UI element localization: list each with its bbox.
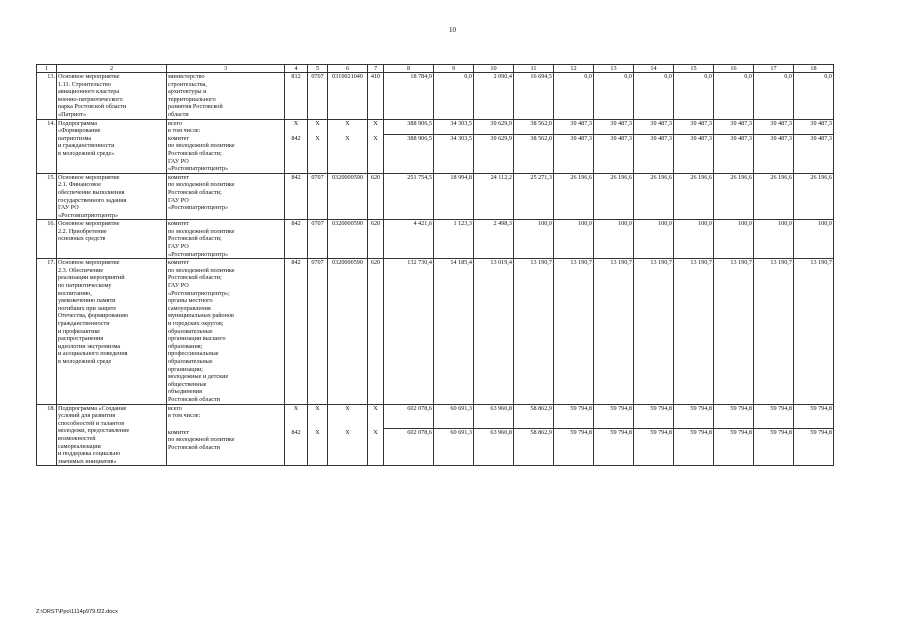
program-name: Основное мероприятие 2.2. Приобретение основных средств <box>57 220 167 259</box>
amount-cell: 13 190,7 <box>794 259 834 404</box>
amount-cell: 39 487,3 <box>754 119 794 135</box>
amount-cell: 59 794,8 <box>794 404 834 429</box>
column-header-3: 3 <box>167 65 285 73</box>
budget-code: 0707 <box>308 73 328 120</box>
responsible-executor: всего в том числе: <box>167 119 285 135</box>
amount-cell: 39 487,3 <box>594 119 634 135</box>
amount-cell: 59 794,8 <box>794 429 834 466</box>
amount-cell: 39 487,3 <box>714 135 754 173</box>
amount-cell: 39 629,9 <box>474 135 514 173</box>
amount-cell: 18 784,9 <box>384 73 434 120</box>
budget-code: 812 <box>285 73 308 120</box>
column-header-10: 10 <box>474 65 514 73</box>
column-header-9: 9 <box>434 65 474 73</box>
budget-code: 0320000590 <box>328 173 368 220</box>
amount-cell: 100,0 <box>674 220 714 259</box>
row-number: 15. <box>37 173 57 220</box>
budget-code: 620 <box>368 173 384 220</box>
amount-cell: 58 862,9 <box>514 429 554 466</box>
budget-code: X <box>308 119 328 135</box>
table-row <box>37 404 834 429</box>
program-name: Подпрограмма «Создание условий для развития способностей и талантов молодежи, предоставление возможностей самореализации и поддержка социально значимых инициатив» <box>57 404 167 466</box>
amount-cell: 24 112,2 <box>474 173 514 220</box>
amount-cell: 39 487,3 <box>634 135 674 173</box>
row-number: 16. <box>37 220 57 259</box>
amount-cell: 0,0 <box>634 73 674 120</box>
amount-cell: 26 196,6 <box>634 173 674 220</box>
amount-cell: 63 960,8 <box>474 429 514 466</box>
amount-cell: 60 691,3 <box>434 404 474 429</box>
table-body <box>37 73 834 466</box>
amount-cell: 39 487,3 <box>594 135 634 173</box>
amount-cell: 100,0 <box>594 220 634 259</box>
amount-cell: 100,0 <box>514 220 554 259</box>
budget-code: 0707 <box>308 173 328 220</box>
amount-cell: 26 196,6 <box>714 173 754 220</box>
responsible-executor: комитет по молодежной политике Ростовской области; ГАУ РО «Ростовпатриотцентр» <box>167 220 285 259</box>
amount-cell: 13 190,7 <box>634 259 674 404</box>
budget-code: 0707 <box>308 220 328 259</box>
table-header-row <box>37 65 834 73</box>
budget-code: X <box>328 135 368 173</box>
column-header-16: 16 <box>714 65 754 73</box>
responsible-executor: комитет по молодежной политике Ростовской области; ГАУ РО «Ростовпатриотцентр» <box>167 135 285 173</box>
amount-cell: 26 196,6 <box>594 173 634 220</box>
budget-code: 0310021040 <box>328 73 368 120</box>
budget-code: X <box>308 404 328 429</box>
amount-cell: 0,0 <box>714 73 754 120</box>
budget-code: 842 <box>285 135 308 173</box>
amount-cell: 100,0 <box>634 220 674 259</box>
amount-cell: 14 185,4 <box>434 259 474 404</box>
column-header-11: 11 <box>514 65 554 73</box>
budget-code: 842 <box>285 259 308 404</box>
budget-code: 842 <box>285 220 308 259</box>
amount-cell: 39 487,3 <box>674 135 714 173</box>
amount-cell: 2 498,3 <box>474 220 514 259</box>
budget-code: X <box>368 429 384 466</box>
amount-cell: 1 123,3 <box>434 220 474 259</box>
responsible-executor: комитет по молодежной политике Ростовской области; ГАУ РО «Ростовпатриотцентр» <box>167 173 285 220</box>
budget-code: X <box>328 404 368 429</box>
amount-cell: 0,0 <box>754 73 794 120</box>
row-number: 13. <box>37 73 57 120</box>
amount-cell: 39 487,3 <box>554 135 594 173</box>
amount-cell: 39 487,3 <box>674 119 714 135</box>
amount-cell: 4 421,6 <box>384 220 434 259</box>
amount-cell: 251 754,5 <box>384 173 434 220</box>
amount-cell: 59 794,8 <box>554 429 594 466</box>
program-name: Основное мероприятие 2.1. Финансовое обеспечение выполнения государственного задания ГАУ РО «Ростовпатриотцентр» <box>57 173 167 220</box>
amount-cell: 100,0 <box>754 220 794 259</box>
amount-cell: 59 794,8 <box>674 404 714 429</box>
program-name: Основное мероприятие 1.11. Строительство авиационного кластера военно-патриотического парка Ростовской области «Патриот» <box>57 73 167 120</box>
page-number: 10 <box>449 26 456 34</box>
amount-cell: 34 303,5 <box>434 135 474 173</box>
budget-code: X <box>368 135 384 173</box>
amount-cell: 63 960,8 <box>474 404 514 429</box>
amount-cell: 2 090,4 <box>474 73 514 120</box>
amount-cell: 59 794,8 <box>754 404 794 429</box>
amount-cell: 100,0 <box>794 220 834 259</box>
amount-cell: 26 196,6 <box>754 173 794 220</box>
amount-cell: 38 562,0 <box>514 119 554 135</box>
amount-cell: 59 794,8 <box>634 404 674 429</box>
responsible-executor: комитет по молодежной политике Ростовской области; ГАУ РО «Ростовпатриотцентр»; органы местного самоуправления муниципальных районов и городских округов; образовательные организации высшего образования; профессиональные образовательные организации; молодежные и детские общественные объединения Ростовской области <box>167 259 285 404</box>
amount-cell: 13 190,7 <box>674 259 714 404</box>
amount-cell: 39 487,3 <box>714 119 754 135</box>
amount-cell: 26 196,6 <box>554 173 594 220</box>
column-header-1: 1 <box>37 65 57 73</box>
amount-cell: 16 694,5 <box>514 73 554 120</box>
amount-cell: 39 629,9 <box>474 119 514 135</box>
column-header-7: 7 <box>368 65 384 73</box>
amount-cell: 13 190,7 <box>714 259 754 404</box>
column-header-2: 2 <box>57 65 167 73</box>
column-header-4: 4 <box>285 65 308 73</box>
amount-cell: 13 190,7 <box>514 259 554 404</box>
amount-cell: 100,0 <box>714 220 754 259</box>
amount-cell: 39 487,3 <box>754 135 794 173</box>
amount-cell: 39 487,3 <box>554 119 594 135</box>
amount-cell: 26 196,6 <box>794 173 834 220</box>
amount-cell: 0,0 <box>674 73 714 120</box>
budget-code: 842 <box>285 429 308 466</box>
column-header-12: 12 <box>554 65 594 73</box>
budget-code: X <box>328 119 368 135</box>
amount-cell: 13 019,4 <box>474 259 514 404</box>
amount-cell: 34 303,5 <box>434 119 474 135</box>
amount-cell: 13 190,7 <box>554 259 594 404</box>
column-header-14: 14 <box>634 65 674 73</box>
amount-cell: 59 794,8 <box>754 429 794 466</box>
budget-code: 620 <box>368 259 384 404</box>
amount-cell: 602 078,6 <box>384 404 434 429</box>
amount-cell: 59 794,8 <box>714 404 754 429</box>
amount-cell: 59 794,8 <box>634 429 674 466</box>
amount-cell: 58 862,9 <box>514 404 554 429</box>
row-number: 17. <box>37 259 57 404</box>
amount-cell: 602 078,6 <box>384 429 434 466</box>
budget-table-container <box>36 64 834 466</box>
amount-cell: 59 794,8 <box>594 404 634 429</box>
file-path-footer: Z:\ORST\Ppo\1114p979.f22.docx <box>36 609 118 615</box>
amount-cell: 13 190,7 <box>754 259 794 404</box>
amount-cell: 13 190,7 <box>594 259 634 404</box>
budget-table <box>36 64 834 466</box>
table-row <box>37 119 834 135</box>
budget-code: 842 <box>285 173 308 220</box>
amount-cell: 132 730,4 <box>384 259 434 404</box>
amount-cell: 59 794,8 <box>674 429 714 466</box>
amount-cell: 0,0 <box>434 73 474 120</box>
responsible-executor: всего в том числе: <box>167 404 285 429</box>
budget-code: X <box>285 404 308 429</box>
column-header-18: 18 <box>794 65 834 73</box>
column-header-6: 6 <box>328 65 368 73</box>
responsible-executor: министерство строительства, архитектуры и территориального развития Ростовской области <box>167 73 285 120</box>
amount-cell: 59 794,8 <box>714 429 754 466</box>
table-row <box>37 173 834 220</box>
amount-cell: 39 487,3 <box>794 135 834 173</box>
amount-cell: 0,0 <box>794 73 834 120</box>
program-name: Подпрограмма «Формирование патриотизма и гражданственности в молодежной среде» <box>57 119 167 173</box>
budget-code: 410 <box>368 73 384 120</box>
budget-code: 620 <box>368 220 384 259</box>
column-header-13: 13 <box>594 65 634 73</box>
budget-code: X <box>368 119 384 135</box>
amount-cell: 60 691,3 <box>434 429 474 466</box>
amount-cell: 39 487,3 <box>794 119 834 135</box>
amount-cell: 0,0 <box>554 73 594 120</box>
amount-cell: 38 562,0 <box>514 135 554 173</box>
budget-code: X <box>368 404 384 429</box>
column-header-17: 17 <box>754 65 794 73</box>
amount-cell: 25 271,3 <box>514 173 554 220</box>
budget-code: X <box>308 429 328 466</box>
amount-cell: 39 487,3 <box>634 119 674 135</box>
budget-code: X <box>285 119 308 135</box>
row-number: 18. <box>37 404 57 466</box>
row-number: 14. <box>37 119 57 173</box>
budget-code: X <box>308 135 328 173</box>
table-row <box>37 259 834 404</box>
budget-code: X <box>328 429 368 466</box>
table-row <box>37 220 834 259</box>
program-name: Основное мероприятие 2.3. Обеспечение реализации мероприятий по патриотическому воспитанию, увековечению памяти погибших при защите Отечества, формированию гражданственности и профилактике распространения идеологии экстремизма и асоциального поведения в молодежной среде <box>57 259 167 404</box>
amount-cell: 59 794,8 <box>554 404 594 429</box>
table-row <box>37 73 834 120</box>
amount-cell: 388 906,5 <box>384 135 434 173</box>
budget-code: 0320000590 <box>328 259 368 404</box>
responsible-executor: комитет по молодежной политике Ростовской области <box>167 429 285 466</box>
column-header-8: 8 <box>384 65 434 73</box>
budget-code: 0320000590 <box>328 220 368 259</box>
amount-cell: 59 794,8 <box>594 429 634 466</box>
column-header-15: 15 <box>674 65 714 73</box>
amount-cell: 18 994,8 <box>434 173 474 220</box>
amount-cell: 388 906,5 <box>384 119 434 135</box>
amount-cell: 0,0 <box>594 73 634 120</box>
amount-cell: 26 196,6 <box>674 173 714 220</box>
budget-code: 0707 <box>308 259 328 404</box>
column-header-5: 5 <box>308 65 328 73</box>
amount-cell: 100,0 <box>554 220 594 259</box>
